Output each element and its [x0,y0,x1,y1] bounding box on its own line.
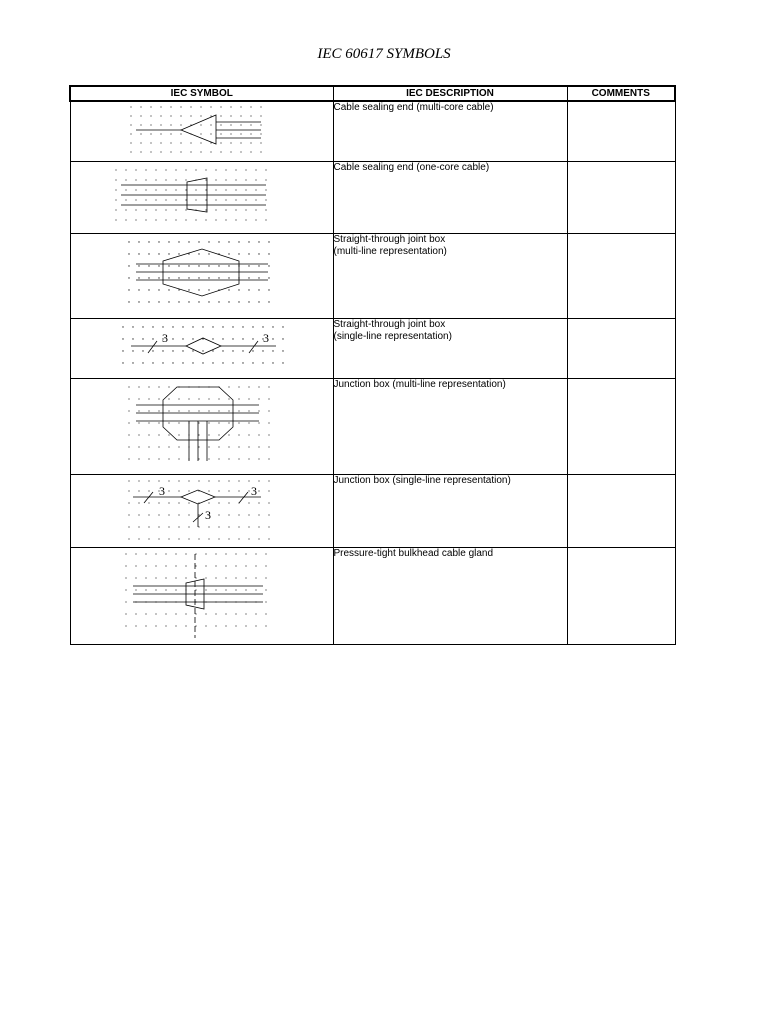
junction-box-multi-line-icon [71,379,333,474]
table-row [70,319,675,379]
description-cell [333,379,567,475]
junction-box-single-line-icon [71,475,333,547]
straight-through-joint-box-multi-line-icon [71,234,333,318]
comment-cell [567,379,675,475]
description-cell [333,548,567,645]
description-text: Cable sealing end (multi-core cable) [333,102,494,113]
cable-sealing-end-multi-core-icon [71,102,333,161]
symbol-cell [70,319,333,379]
description-text: Cable sealing end (one-core cable) [333,162,490,173]
description-cell [333,162,567,234]
symbol-cell [70,162,333,234]
comment-cell [567,475,675,548]
comment-cell [567,162,675,234]
description-text-line2: (single-line representation) [333,331,452,342]
table-row [70,475,675,548]
page-title: IEC 60617 SYMBOLS [317,46,451,62]
table-row [70,234,675,319]
conductor-count-label: 3 [262,331,269,345]
description-cell [333,319,567,379]
description-text: Junction box (multi-line representation) [333,379,506,390]
description-text: Pressure-tight bulkhead cable gland [333,548,494,559]
table-row [70,162,675,234]
pressure-tight-bulkhead-cable-gland-icon [71,548,333,644]
comment-cell [567,319,675,379]
header-comments: COMMENTS [567,86,675,101]
description-cell [333,234,567,319]
cable-sealing-end-one-core-icon [71,162,333,233]
description-text: Junction box (single-line representation) [333,475,511,486]
conductor-count-label: 3 [158,484,165,498]
conductor-count-label: 3 [250,484,257,498]
description-cell [333,101,567,162]
header-iec-symbol: IEC SYMBOL [70,86,333,101]
table-row [70,548,675,645]
description-text-line2: (multi-line representation) [333,246,447,257]
description-cell [333,475,567,548]
straight-through-joint-box-single-line-icon [71,319,333,378]
table-row [70,101,675,162]
description-text: Straight-through joint box [333,234,446,245]
comment-cell [567,548,675,645]
comment-cell [567,101,675,162]
table-header-row [70,86,675,101]
symbol-cell [70,475,333,548]
symbol-cell [70,548,333,645]
symbol-cell [70,101,333,162]
symbol-cell [70,379,333,475]
table-row [70,379,675,475]
symbol-cell [70,234,333,319]
conductor-count-label: 3 [204,508,211,522]
symbols-table [69,85,676,645]
description-text: Straight-through joint box [333,319,446,330]
conductor-count-label: 3 [161,331,168,345]
comment-cell [567,234,675,319]
header-iec-description: IEC DESCRIPTION [333,86,567,101]
